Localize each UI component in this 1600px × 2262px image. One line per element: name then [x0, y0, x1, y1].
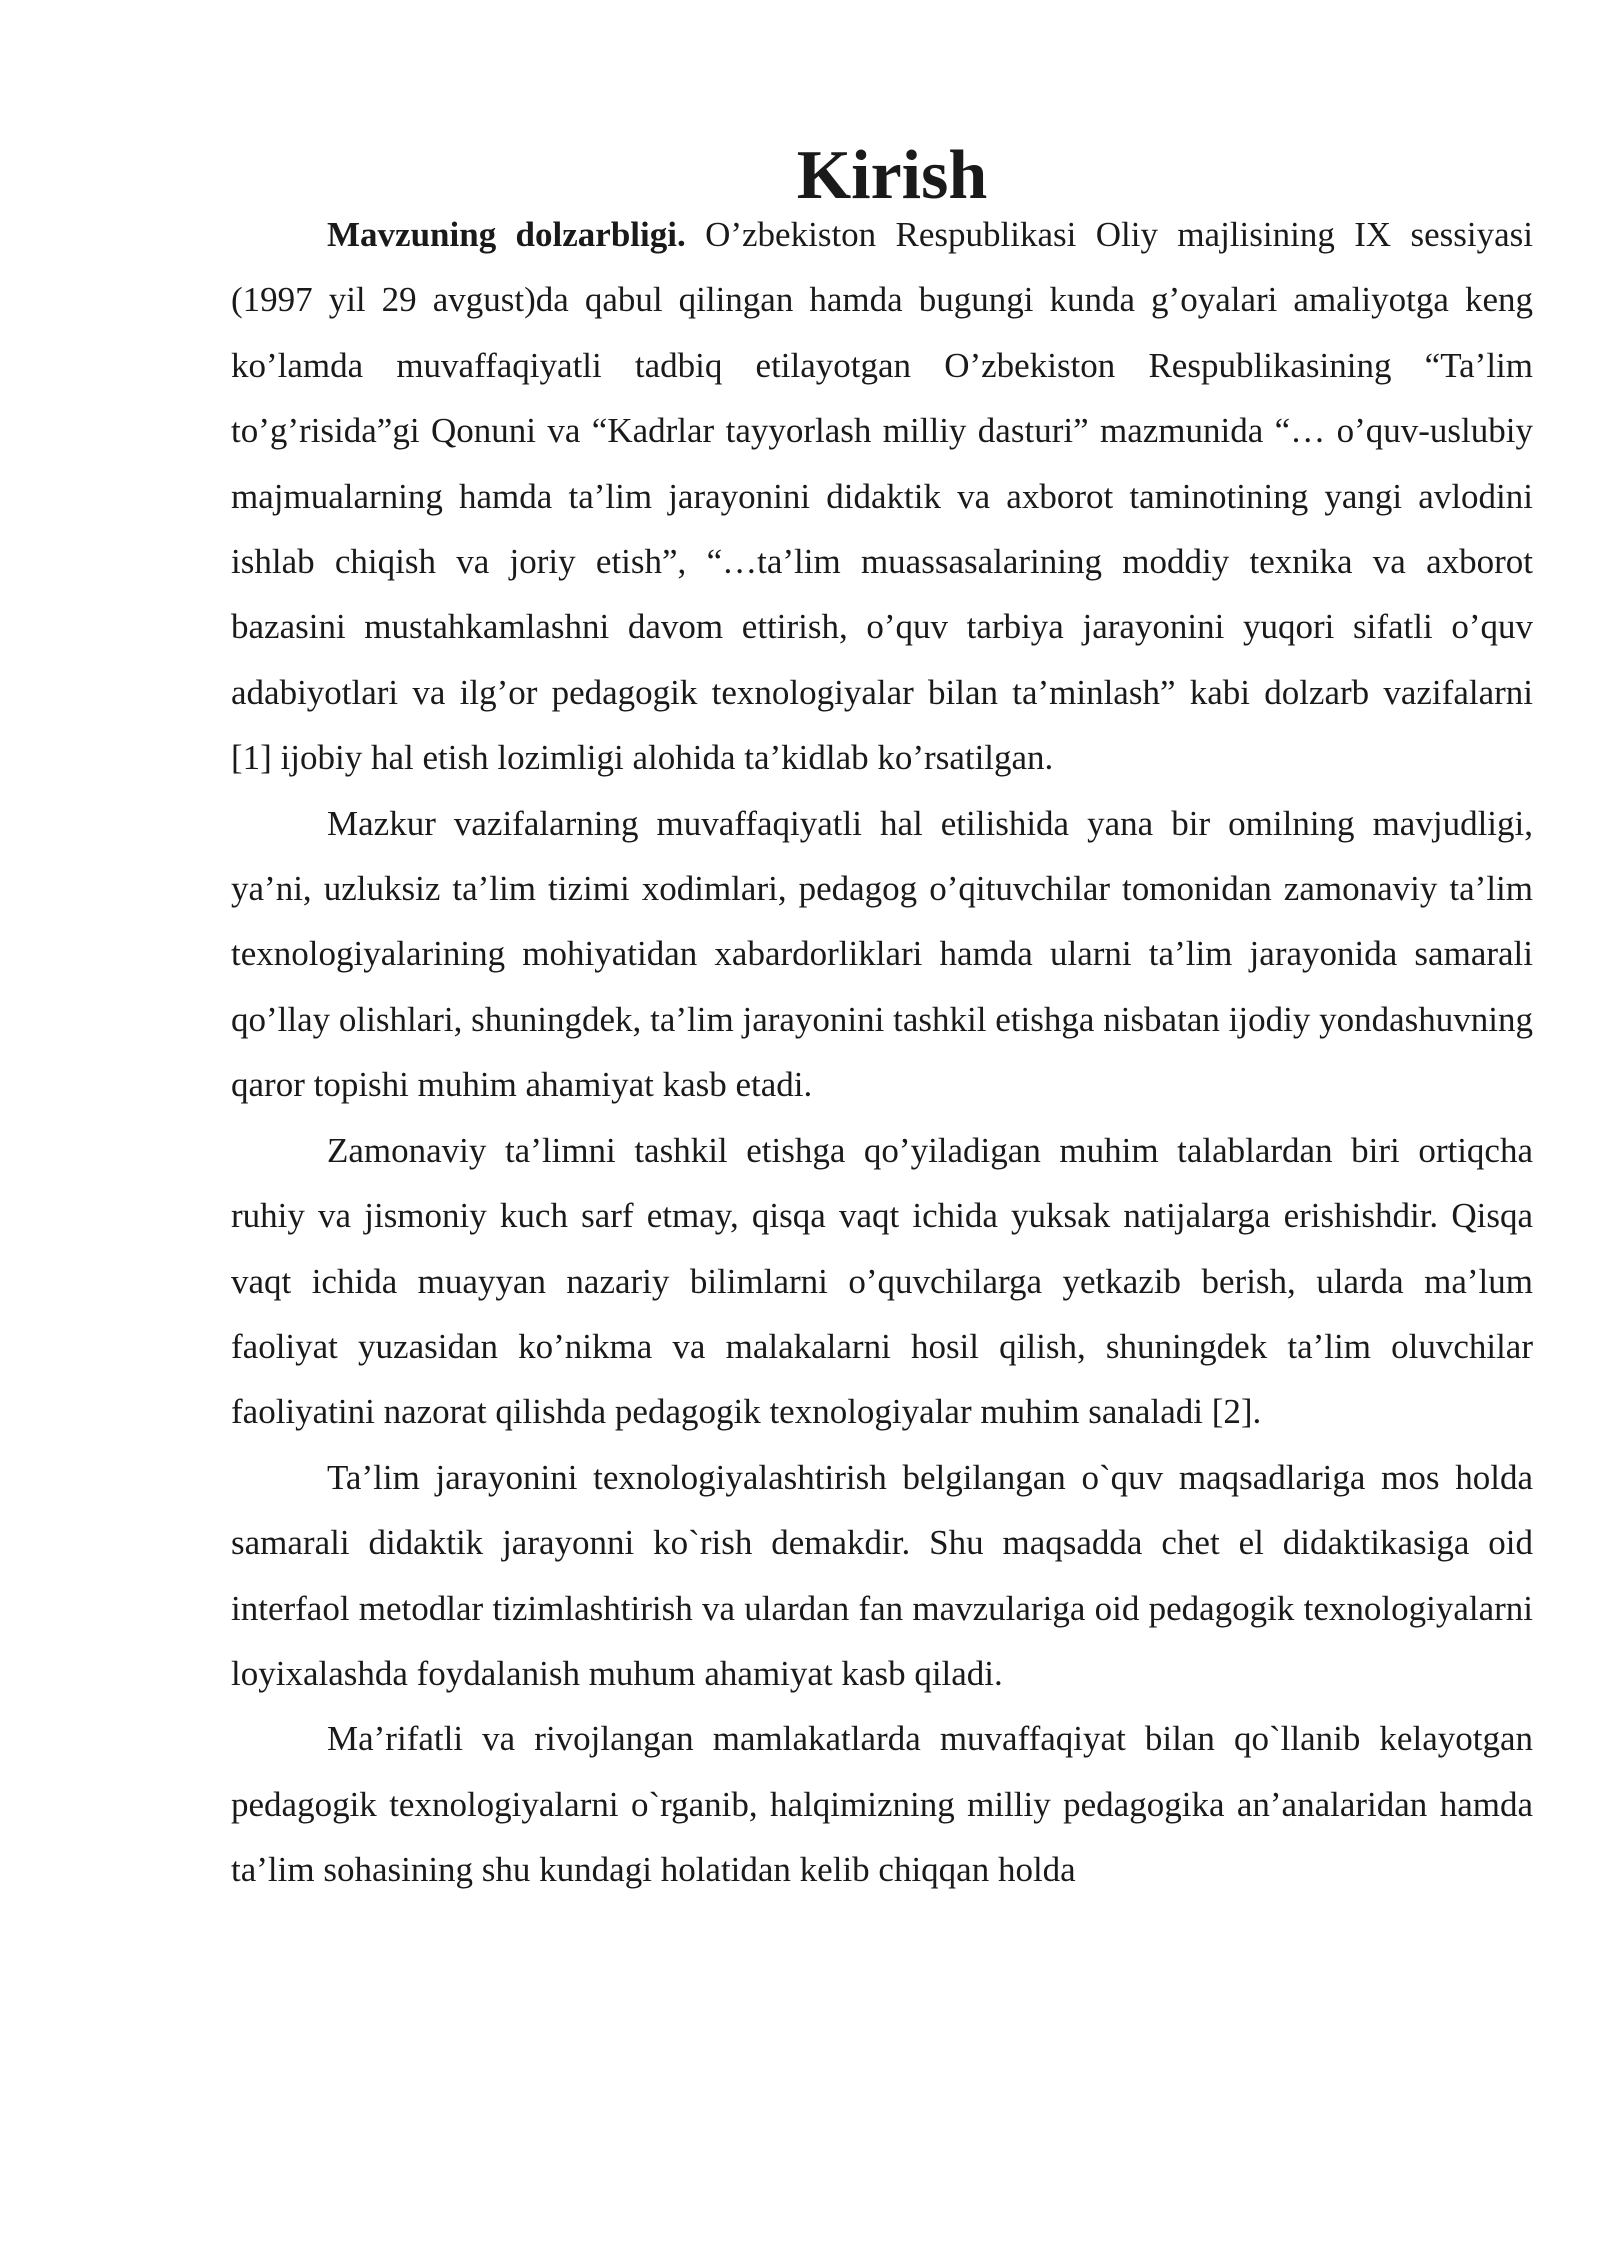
paragraph: Ma’rifatli va rivojlangan mamlakatlarda muvaffaqiyat bilan qo`llanib kelayotgan pedagogik texnologiyalarni o`rganib, halqimizning milliy pedagogika an’analaridan hamda ta’lim sohasining shu kundagi holatidan kelib chiqqan holda — [231, 1719, 1533, 1890]
document-body — [231, 137, 1533, 1903]
paragraph-lead-heading: Mavzuning dolzarbligi. — [327, 215, 686, 254]
paragraph-relevance — [231, 202, 1533, 791]
page-title: Kirish — [796, 137, 988, 214]
paragraph-text: O’zbekiston Respublikasi Oliy majlisining IX sessiyasi (1997 yil 29 avgust)da qabul qilingan hamda bugungi kunda g’oyalari amaliyotga keng ko’lamda muvaffaqiyatli tadbiq etilayotgan O’zbekiston Respublikasining “Ta’lim to’g’risida”gi Qonuni va “Kadrlar tayyorlash milliy dasturi” mazmunida “… o’quv-uslubiy majmualarning hamda ta’lim jarayonini didaktik va axborot taminotining yangi avlodini ishlab chiqish va joriy etish”, “…ta’lim muassasalarining moddiy texnika va axborot bazasini mustahkamlashni davom ettirish, o’quv tarbiya jarayonini yuqori sifatli o’quv adabiyotlari va ilg’or pedagogik texnologiyalar bilan ta’minlash” kabi dolzarb vazifalarni [1] ijobiy hal etish lozimligi alohida ta’kidlab ko’rsatilgan. — [231, 215, 1533, 778]
paragraph: Ta’lim jarayonini texnologiyalashtirish belgilangan o`quv maqsadlariga mos holda samarali didaktik jarayonni ko`rish demakdir. Shu maqsadda chet el didaktikasiga oid interfaol metodlar tizimlashtirish va ulardan fan mavzulariga oid pedagogik texnologiyalarni loyixalashda foydalanish muhum ahamiyat kasb qiladi. — [231, 1457, 1533, 1693]
paragraph: Zamonaviy ta’limni tashkil etishga qo’yiladigan muhim talablardan biri ortiqcha ruhiy va jismoniy kuch sarf etmay, qisqa vaqt ichida yuksak natijalarga erishishdir. Qisqa vaqt ichida muayyan nazariy bilimlarni o’quvchilarga yetkazib berish, ularda ma’lum faoliyat yuzasidan ko’nikma va malakalarni hosil qilish, shuningdek ta’lim oluvchilar faoliyatini nazorat qilishda pedagogik texnologiyalar muhim sanaladi [2]. — [231, 1130, 1533, 1432]
paragraph: Mazkur vazifalarning muvaffaqiyatli hal etilishida yana bir omilning mavjudligi, ya’ni, uzluksiz ta’lim tizimi xodimlari, pedagog o’qituvchilar tomonidan zamonaviy ta’lim texnologiyalarining mohiyatidan xabardorliklari hamda ularni ta’lim jarayonida samarali qo’llay olishlari, shuningdek, ta’lim jarayonini tashkil etishga nisbatan ijodiy yondashuvning qaror topishi muhim ahamiyat kasb etadi. — [231, 803, 1533, 1105]
